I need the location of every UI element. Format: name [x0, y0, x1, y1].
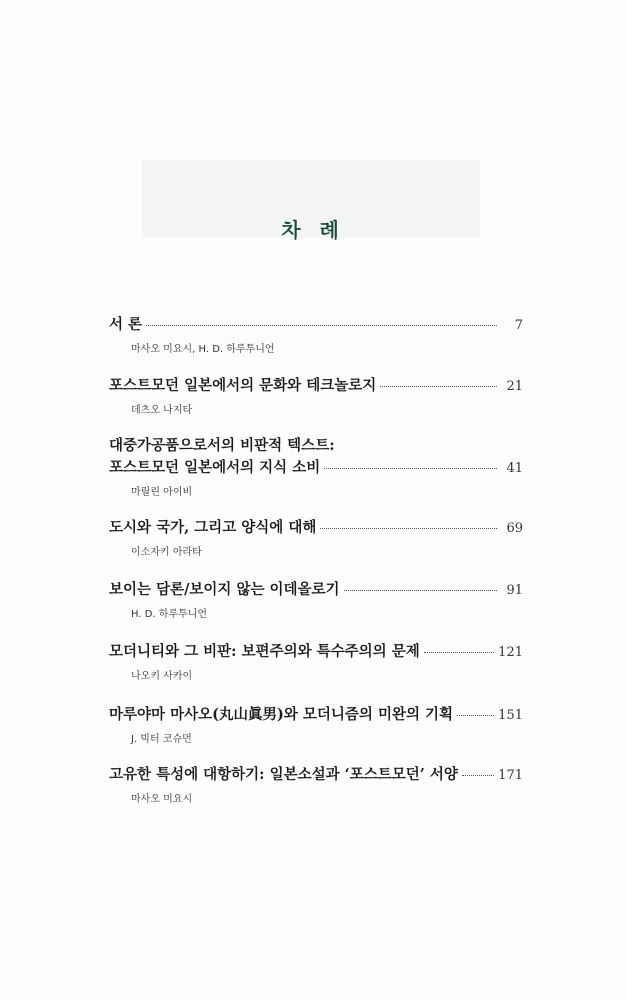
toc-entry	[109, 374, 523, 416]
toc-author: 마릴린 아이비	[131, 487, 193, 498]
toc-title: 대중가공품으로서의 비판적 텍스트:	[109, 437, 335, 454]
toc-title: 서 론	[109, 316, 143, 333]
dot-leader	[146, 325, 497, 326]
toc-title: 도시와 국가, 그리고 양식에 대해	[109, 519, 317, 536]
toc-author: 마사오 미요시, H. D. 하루투니언	[131, 344, 275, 355]
dot-leader	[320, 528, 497, 529]
toc-page-number: 7	[514, 318, 523, 333]
toc-line	[109, 313, 523, 335]
toc-entry	[109, 703, 523, 745]
toc-page-number: 69	[506, 521, 523, 536]
toc-title: 고유한 특성에 대항하기: 일본소설과 ‘포스트모던’ 서양	[109, 766, 458, 783]
toc-line	[109, 703, 523, 725]
toc-line	[109, 640, 523, 662]
toc-page-number: 91	[506, 583, 523, 598]
toc-line	[109, 763, 523, 785]
toc-line	[109, 374, 523, 396]
toc-title: 포스트모던 일본에서의 지식 소비	[109, 459, 321, 476]
page-title: 차 례	[281, 218, 345, 242]
toc-page-number: 151	[498, 708, 523, 723]
toc-author: 데츠오 나지타	[131, 405, 193, 416]
toc-entry	[109, 434, 523, 498]
toc-line	[109, 456, 523, 478]
dot-leader	[344, 590, 497, 591]
toc-entry	[109, 640, 523, 682]
dot-leader	[424, 652, 494, 653]
toc-page-number: 21	[506, 379, 523, 394]
toc-title: 모더니티와 그 비판: 보편주의와 특수주의의 문제	[109, 643, 420, 660]
toc-line	[109, 434, 523, 456]
toc-entry	[109, 516, 523, 558]
dot-leader	[324, 468, 497, 469]
toc-author: J. 빅터 코슈먼	[131, 734, 192, 745]
toc-page-number: 171	[498, 768, 523, 783]
toc-line	[109, 578, 523, 600]
toc-line	[109, 516, 523, 538]
toc-author: 이소자키 아라타	[131, 547, 202, 558]
toc-page-number: 121	[498, 645, 523, 660]
toc-author: 나오키 사카이	[131, 671, 193, 682]
dot-leader	[457, 715, 494, 716]
dot-leader	[380, 386, 497, 387]
toc-entry	[109, 763, 523, 805]
toc-entry	[109, 578, 523, 620]
toc-title: 마루야마 마사오(丸山眞男)와 모더니즘의 미완의 기획	[109, 706, 454, 723]
toc-title: 포스트모던 일본에서의 문화와 테크놀로지	[109, 377, 377, 394]
toc-author: 마사오 미요시	[131, 794, 193, 805]
dot-leader	[462, 775, 494, 776]
toc-author: H. D. 하루투니언	[131, 609, 208, 620]
toc-title: 보이는 담론/보이지 않는 이데올로기	[109, 581, 340, 598]
toc-page-number: 41	[506, 461, 523, 476]
toc-entry	[109, 313, 523, 355]
